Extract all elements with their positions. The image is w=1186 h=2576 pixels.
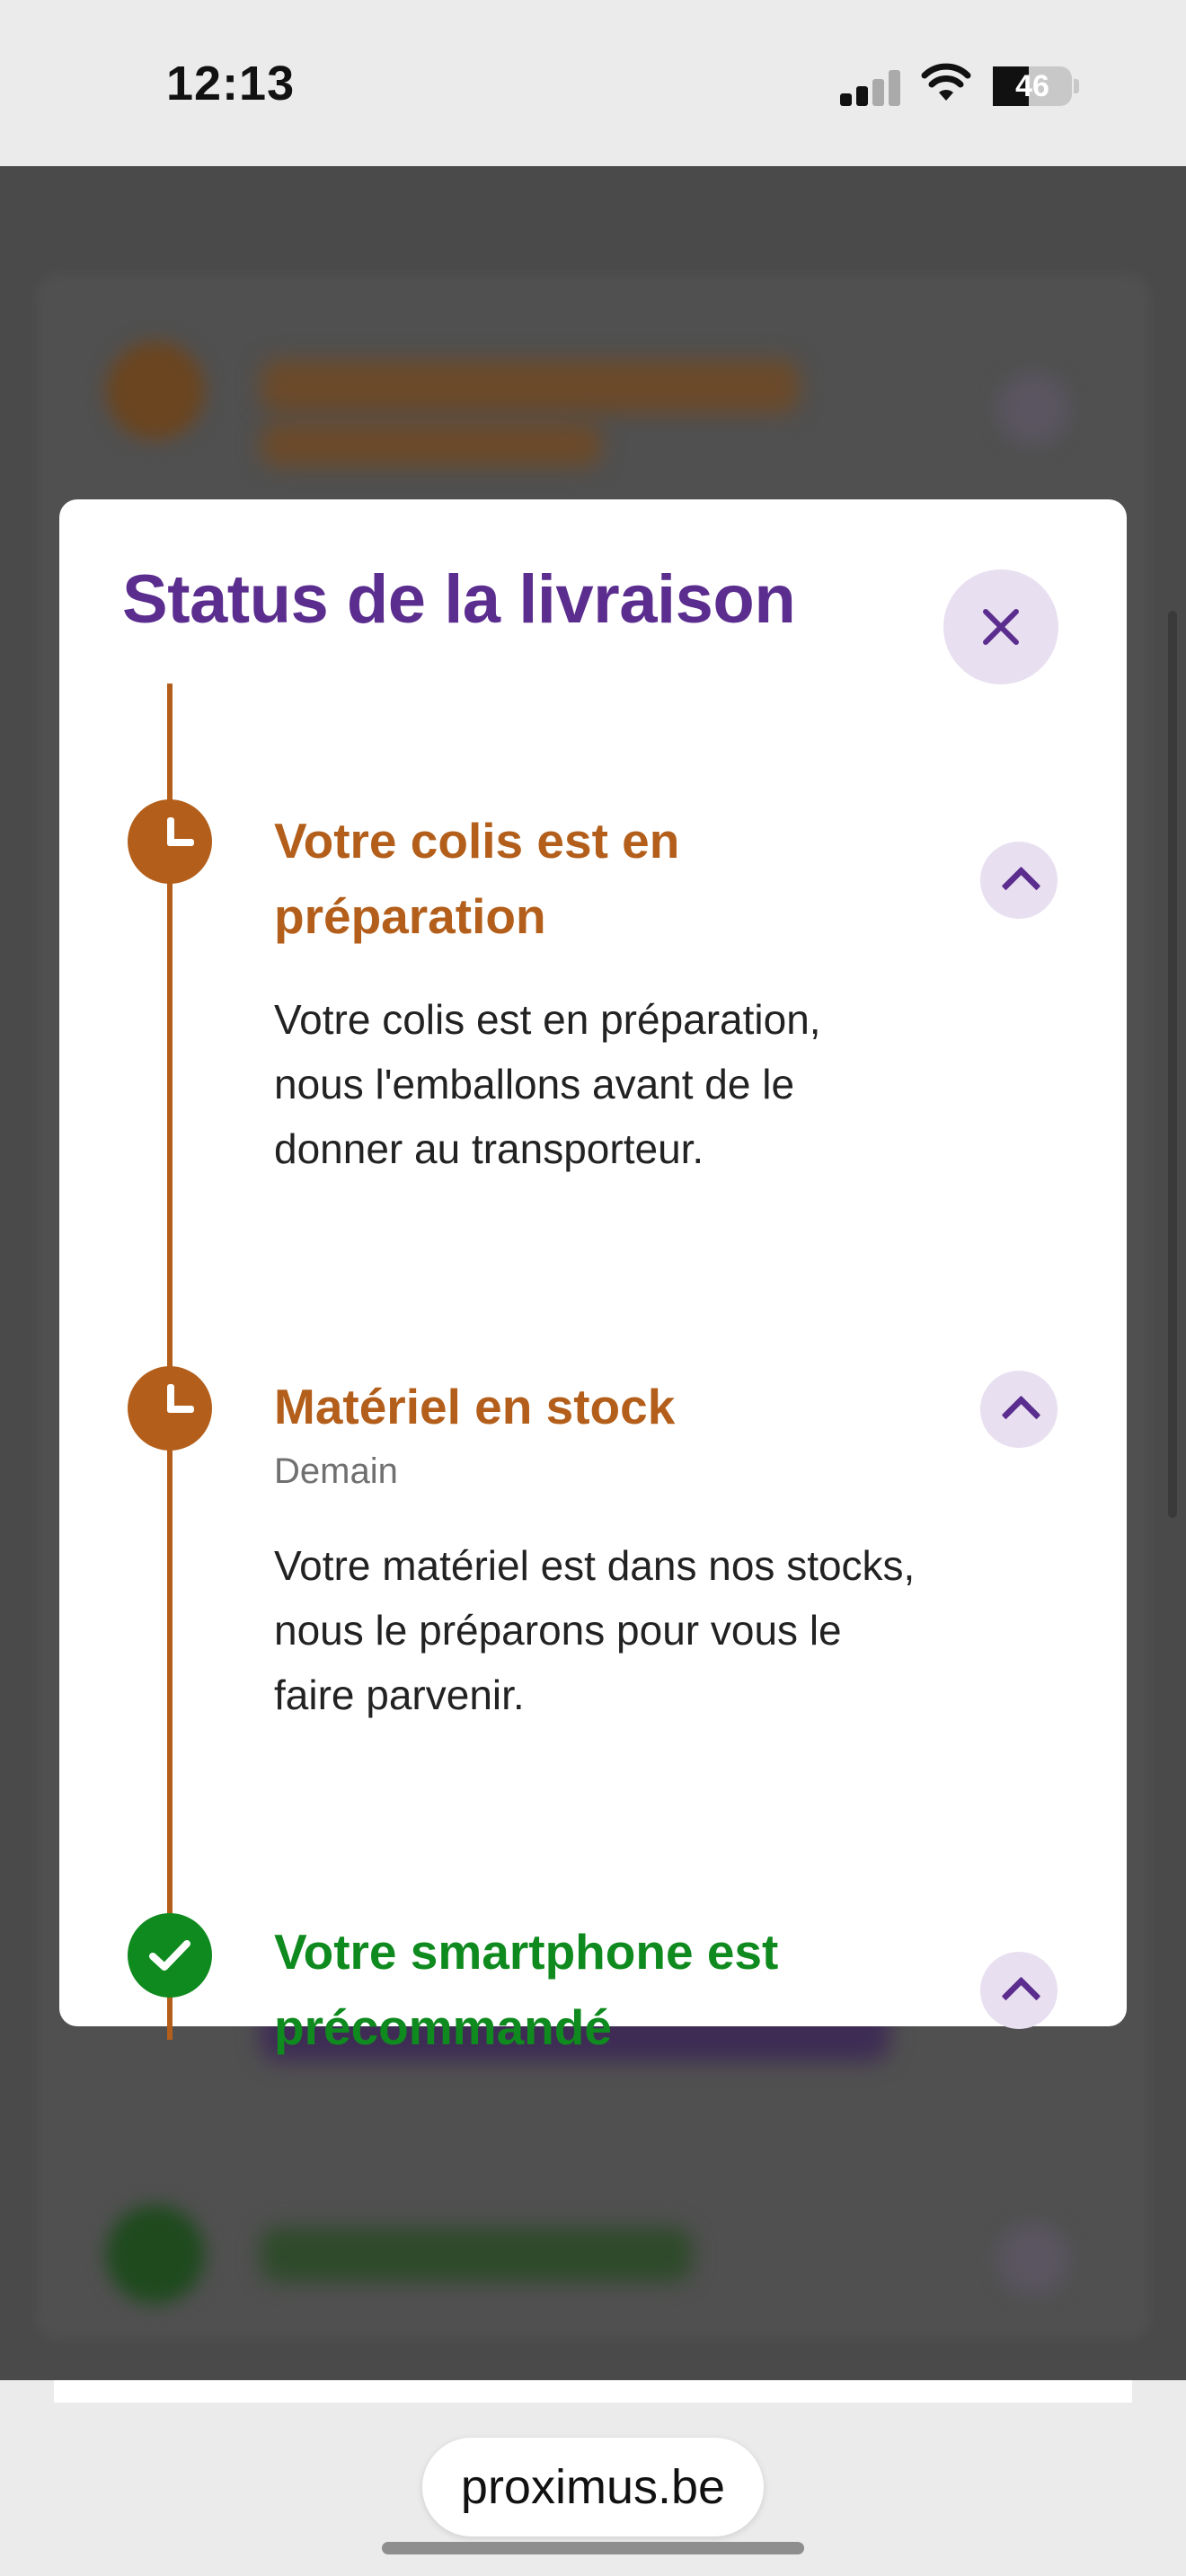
battery-tip — [1074, 79, 1079, 93]
url-bar[interactable]: proximus.be — [422, 2438, 764, 2536]
battery-icon — [993, 66, 1072, 106]
check-icon — [128, 1913, 212, 1998]
background-button-blur — [997, 373, 1069, 445]
chevron-up-icon[interactable] — [980, 842, 1058, 919]
background-status-dot — [106, 341, 205, 440]
background-title-blur — [261, 2228, 692, 2281]
page-bottom-edge — [54, 2380, 1132, 2403]
signal-icon — [840, 70, 901, 106]
timeline-line — [167, 684, 173, 2040]
chevron-up-icon[interactable] — [980, 1952, 1058, 2029]
step-title: Votre smartphone est précommandé — [274, 1924, 779, 2055]
background-status-dot — [106, 2205, 205, 2304]
step-title: Matériel en stock — [274, 1379, 676, 1434]
page-scrollbar[interactable] — [1168, 611, 1177, 1518]
clock-icon — [128, 1366, 212, 1451]
step-date: Demain — [274, 1451, 398, 1491]
step-description: Votre colis est en préparation, nous l'emballons avant de le donner au transporteur. — [274, 996, 821, 1172]
status-bar — [0, 0, 1186, 166]
modal-title: Status de la livraison — [122, 561, 796, 638]
wifi-icon — [921, 65, 971, 104]
status-time: 12:13 — [166, 57, 296, 110]
step-description: Votre matériel est dans nos stocks, nous le préparons pour vous le faire parvenir. — [274, 1542, 916, 1718]
close-button[interactable] — [943, 569, 1058, 684]
clock-icon — [128, 799, 212, 884]
home-indicator[interactable] — [382, 2542, 804, 2554]
chevron-up-icon[interactable] — [980, 1371, 1058, 1448]
background-button-blur — [997, 2223, 1069, 2295]
delivery-status-modal — [59, 499, 1127, 2055]
step-title: Votre colis est en préparation — [274, 813, 680, 944]
background-title-blur — [261, 359, 800, 413]
battery-percent: 46 — [1015, 69, 1049, 103]
background-title-blur — [261, 422, 602, 467]
